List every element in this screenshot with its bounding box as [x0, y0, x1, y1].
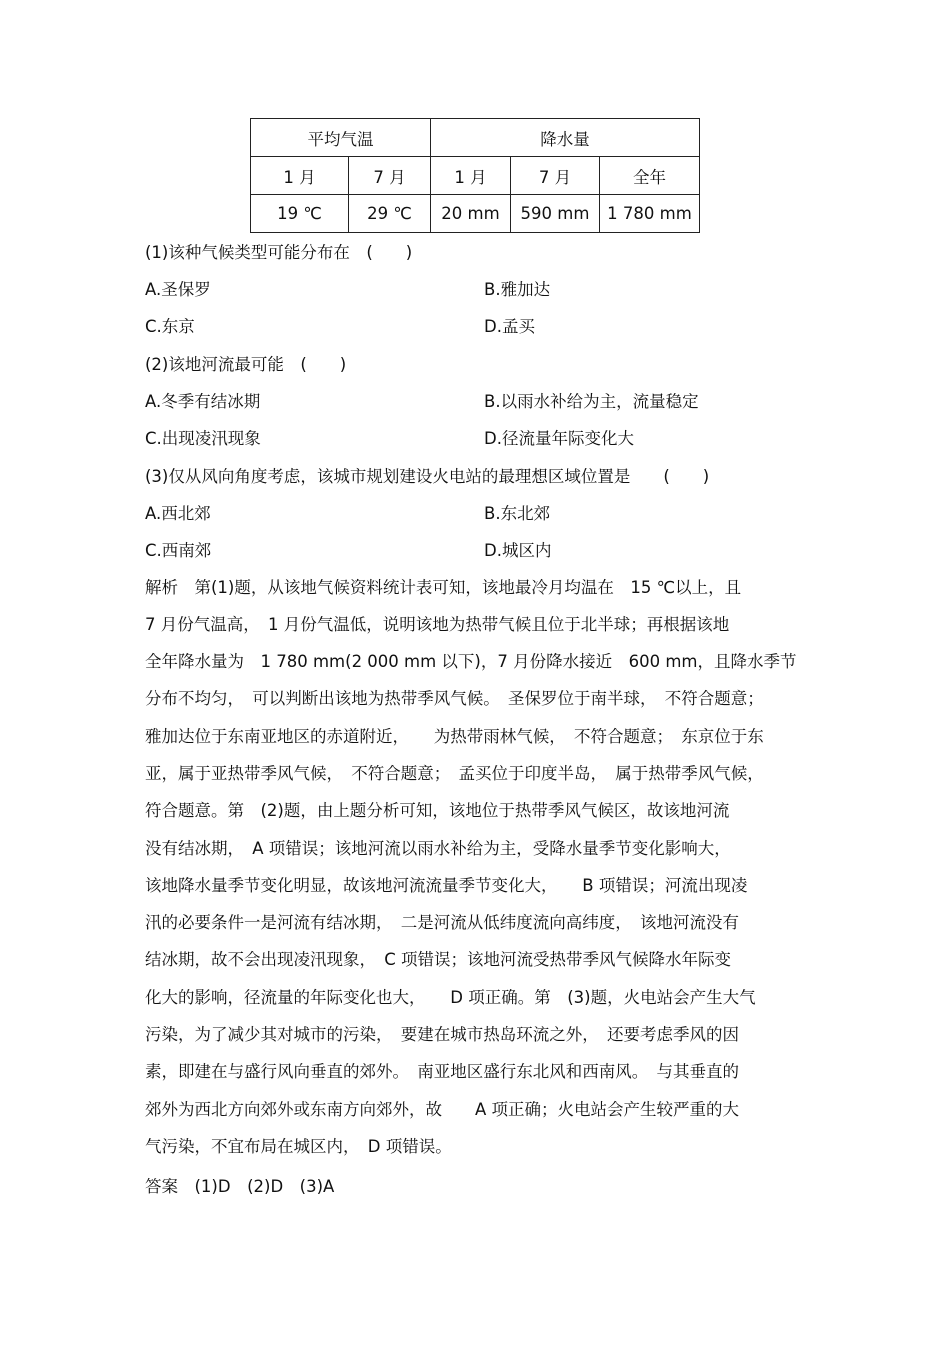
analysis-line: 亚，属于亚热带季风气候， 不符合题意； 孟买位于印度半岛， 属于热带季风气候，	[145, 764, 764, 783]
sub-header-annual-precip: 全年	[600, 157, 700, 195]
question-3-stem: (3)仅从风向角度考虑，该城市规划建设火电站的最理想区域位置是 ( )	[145, 467, 710, 486]
answer-line: 答案 (1)D (2)D (3)A	[145, 1177, 335, 1196]
question-2-option-b: B.以雨水补给为主，流量稳定	[484, 392, 699, 411]
climate-data-table	[250, 118, 700, 233]
analysis-line: 污染，为了减少其对城市的污染， 要建在城市热岛环流之外， 还要考虑季风的因	[145, 1025, 739, 1044]
analysis-line: 结冰期，故不会出现凌汛现象， C 项错误；该地河流受热带季风气候降水年际变	[145, 950, 732, 969]
question-3-option-c: C.西南郊	[145, 541, 212, 560]
analysis-line: 气污染，不宜布局在城区内， D 项错误。	[145, 1137, 452, 1156]
value-annual-precip: 1 780 mm	[600, 195, 700, 233]
question-2-option-c: C.出现凌汛现象	[145, 429, 261, 448]
value-jan-temp: 19 ℃	[251, 195, 349, 233]
question-2-option-a: A.冬季有结冰期	[145, 392, 261, 411]
question-1-option-d: D.孟买	[484, 317, 535, 336]
question-1-option-a: A.圣保罗	[145, 280, 211, 299]
value-jul-temp: 29 ℃	[349, 195, 431, 233]
sub-header-jan-precip: 1 月	[431, 157, 511, 195]
analysis-line: 没有结冰期， A 项错误；该地河流以雨水补给为主，受降水量季节变化影响大，	[145, 839, 731, 858]
question-1-option-c: C.东京	[145, 317, 195, 336]
analysis-line: 分布不均匀， 可以判断出该地为热带季风气候。 圣保罗位于南半球， 不符合题意；	[145, 689, 764, 708]
analysis-line: 郊外为西北方向郊外或东南方向郊外，故 A 项正确；火电站会产生较严重的大	[145, 1100, 740, 1119]
header-avg-temp: 平均气温	[251, 119, 431, 157]
question-3-option-b: B.东北郊	[484, 504, 551, 523]
sub-header-jul-precip: 7 月	[511, 157, 600, 195]
analysis-line: 7 月份气温高， 1 月份气温低，说明该地为热带气候且位于北半球；再根据该地	[145, 615, 730, 634]
question-2-stem: (2)该地河流最可能 ( )	[145, 355, 347, 374]
value-jul-precip: 590 mm	[511, 195, 600, 233]
analysis-line: 雅加达位于东南亚地区的赤道附近， 为热带雨林气候， 不符合题意； 东京位于东	[145, 727, 764, 746]
question-3-option-d: D.城区内	[484, 541, 552, 560]
question-1-stem: (1)该种气候类型可能分布在 ( )	[145, 243, 413, 262]
header-precipitation: 降水量	[431, 119, 700, 157]
question-3-option-a: A.西北郊	[145, 504, 211, 523]
analysis-line: 化大的影响，径流量的年际变化也大， D 项正确。第 (3)题，火电站会产生大气	[145, 988, 756, 1007]
value-jan-precip: 20 mm	[431, 195, 511, 233]
question-2-option-d: D.径流量年际变化大	[484, 429, 634, 448]
sub-header-jan-temp: 1 月	[251, 157, 349, 195]
analysis-line: 全年降水量为 1 780 mm(2 000 mm 以下)，7 月份降水接近 600 mm，且降水季节	[145, 652, 797, 671]
question-1-option-b: B.雅加达	[484, 280, 551, 299]
sub-header-jul-temp: 7 月	[349, 157, 431, 195]
analysis-line: 符合题意。第 (2)题，由上题分析可知，该地位于热带季风气候区，故该地河流	[145, 801, 730, 820]
analysis-line: 素，即建在与盛行风向垂直的郊外。 南亚地区盛行东北风和西南风。 与其垂直的	[145, 1062, 739, 1081]
analysis-line: 汛的必要条件一是河流有结冰期， 二是河流从低纬度流向高纬度， 该地河流没有	[145, 913, 739, 932]
analysis-line: 该地降水量季节变化明显，故该地河流流量季节变化大， B 项错误；河流出现凌	[145, 876, 748, 895]
analysis-line: 解析 第(1)题，从该地气候资料统计表可知，该地最冷月均温在 15 ℃以上，且	[145, 578, 742, 597]
